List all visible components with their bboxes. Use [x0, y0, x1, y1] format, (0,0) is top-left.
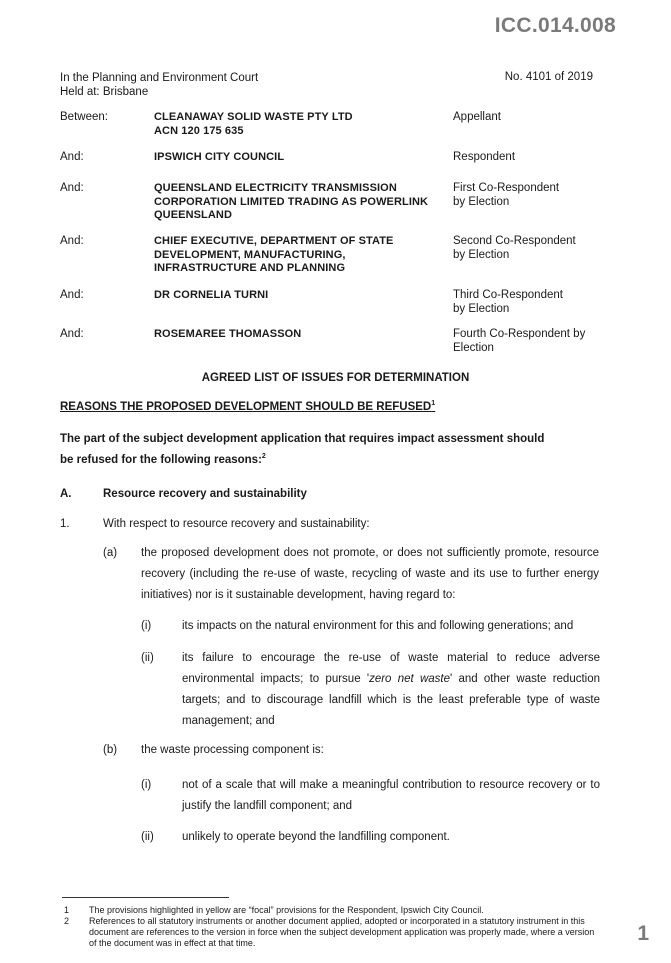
para-number: 1.: [60, 518, 70, 530]
party-role-line: Election: [453, 341, 494, 354]
party-role-line: Second Co-Respondent: [453, 235, 576, 247]
party-name-line: CLEANAWAY SOLID WASTE PTY LTD: [154, 111, 353, 123]
item-text: unlikely to operate beyond the landfilling component.: [182, 831, 450, 843]
party-role-line: Appellant: [453, 111, 501, 123]
party-name: [154, 111, 444, 138]
party-name-line: DR CORNELIA TURNI: [154, 289, 269, 301]
party-name: [154, 151, 444, 165]
party-name-line: CORPORATION LIMITED TRADING AS POWERLINK: [154, 195, 429, 208]
subpara-text: the proposed development does not promote, or does not sufficiently promote, resource recovery (including the re-use of waste, recycling of waste and its use to further energy initiatives) nor is it sustainable development, having regard to:: [141, 547, 599, 601]
section-letter: A.: [60, 488, 72, 500]
footnote-number: 1: [64, 905, 70, 915]
court-heading: [60, 71, 258, 99]
court-name: In the Planning and Environment Court: [60, 72, 259, 84]
party-name: [154, 289, 444, 303]
party-label: And:: [60, 235, 84, 247]
item-number: (i): [141, 620, 152, 632]
party-label: And:: [60, 328, 84, 340]
footnote-text: References to all statutory instruments or another document applied, adopted or incorporated in a statutory instrument in this document are references to the version in force when the subject development application was properly made, where a version of the document was in effect at that time.: [89, 916, 595, 948]
item-number: (ii): [141, 831, 154, 843]
party-name-line: ACN 120 175 635: [154, 124, 244, 137]
party-role-line: by Election: [453, 302, 510, 315]
party-label: Between:: [60, 111, 108, 123]
footnote-text: The provisions highlighted in yellow are “focal” provisions for the Respondent, Ipswich City Council.: [89, 905, 484, 915]
item-text: not of a scale that will make a meaningful contribution to resource recovery or to justify the landfill component; and: [182, 779, 600, 812]
party-role: [453, 328, 593, 355]
party-name: [154, 328, 444, 342]
item-text: its impacts on the natural environment for this and following generations; and: [182, 620, 574, 632]
footnote-ref: 1: [431, 400, 436, 408]
intro-text: The part of the subject development application that requires impact assessment should be refused for the following reasons:: [60, 433, 545, 466]
intro-paragraph: [60, 429, 560, 471]
italic-phrase: zero net waste: [369, 673, 450, 685]
para-text: With respect to resource recovery and sustainability:: [103, 518, 370, 530]
party-role: [453, 235, 593, 262]
section-title: Resource recovery and sustainability: [103, 488, 307, 500]
party-name: [154, 235, 444, 276]
party-name: [154, 182, 444, 223]
document-id: ICC.014.008: [494, 14, 616, 37]
party-label: And:: [60, 182, 84, 194]
subpara-number: (a): [103, 547, 118, 559]
footnote-number: 2: [64, 916, 70, 926]
footnote-divider: [62, 897, 229, 898]
party-role-line: by Election: [453, 248, 510, 261]
party-role: [453, 289, 593, 316]
party-name-line: DEVELOPMENT, MANUFACTURING,: [154, 248, 346, 261]
page-number: 1: [637, 922, 649, 945]
party-role: [453, 182, 593, 209]
footnote-ref: 2: [261, 453, 266, 461]
reasons-heading-text: REASONS THE PROPOSED DEVELOPMENT SHOULD BE REFUSED: [60, 401, 432, 413]
reasons-heading: [60, 401, 435, 413]
party-role: [453, 111, 593, 125]
item-number: (i): [141, 779, 152, 791]
party-role-line: Fourth Co-Respondent by: [453, 328, 586, 340]
party-label: And:: [60, 151, 84, 163]
party-role-line: Respondent: [453, 151, 516, 163]
subpara-text: the waste processing component is:: [141, 744, 324, 756]
case-number: No. 4101 of 2019: [504, 71, 593, 83]
party-role: [453, 151, 593, 165]
party-role-line: Third Co-Respondent: [453, 289, 563, 301]
party-name-line: ROSEMAREE THOMASSON: [154, 328, 302, 340]
subpara-number: (b): [103, 744, 118, 756]
party-role-line: by Election: [453, 195, 510, 208]
item-number: (ii): [141, 652, 154, 664]
court-location: Held at: Brisbane: [60, 86, 149, 98]
party-role-line: First Co-Respondent: [453, 182, 560, 194]
party-name-line: CHIEF EXECUTIVE, DEPARTMENT OF STATE: [154, 235, 394, 247]
party-name-line: QUEENSLAND: [154, 209, 233, 221]
party-name-line: QUEENSLAND ELECTRICITY TRANSMISSION: [154, 182, 397, 194]
party-name-line: INFRASTRUCTURE AND PLANNING: [154, 262, 346, 274]
document-title: AGREED LIST OF ISSUES FOR DETERMINATION: [201, 372, 470, 384]
item-text: its failure to encourage the re-use of waste material to reduce adverse environmental impacts; to pursue 'zero net waste' and other waste reduction targets; and to discourage landfill which is the least preferable type of waste management; and: [182, 652, 600, 727]
party-name-line: IPSWICH CITY COUNCIL: [154, 151, 285, 163]
party-label: And:: [60, 289, 84, 301]
